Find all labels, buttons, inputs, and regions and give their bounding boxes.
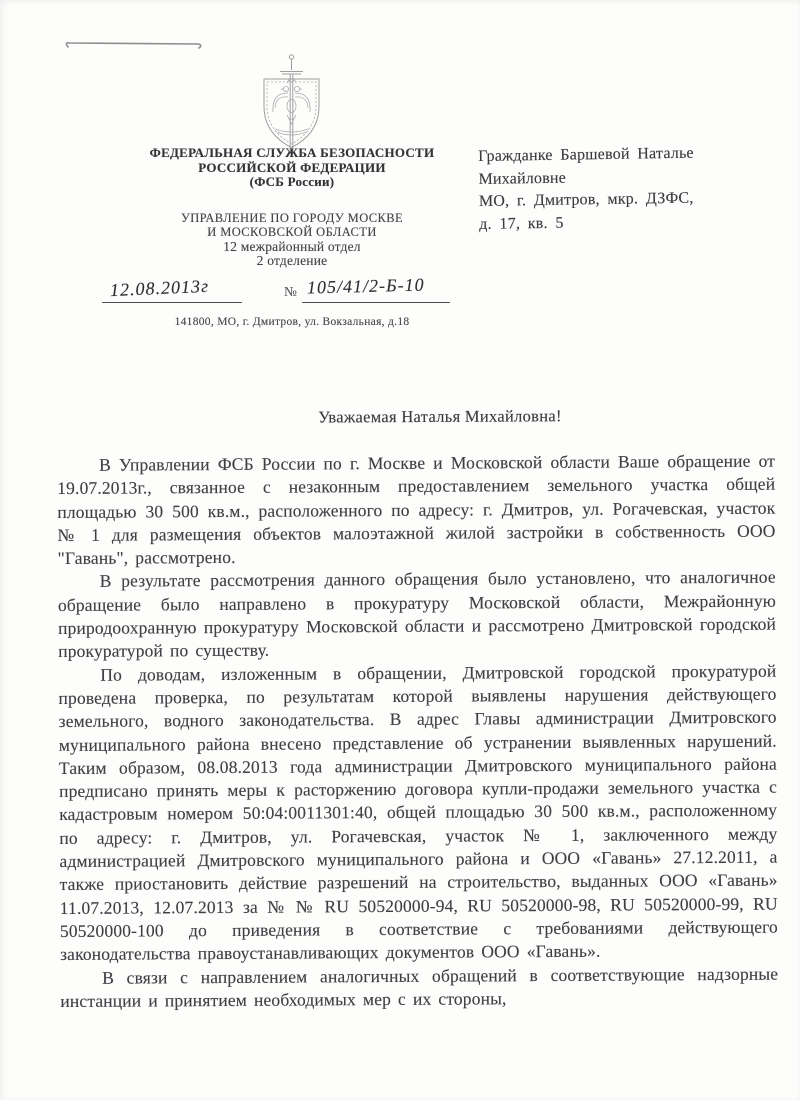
recipient-line3: МО, г. Дмитров, мкр. ДЗФС, [478,189,694,211]
dept-line1: УПРАВЛЕНИЕ ПО ГОРОДУ МОСКВЕ [180,211,404,225]
recipient-line2: Михайловне [478,169,567,188]
recipient-line4: д. 17, кв. 5 [479,214,564,233]
body-paragraph-3: По доводам, изложенным в обращении, Дмитровской городской прокуратурой проведена проверка, по результатам которой выявлены нарушения действующего земельного, водного законодательства. В адрес Главы администрации Дмитровского муниципального района внесено представление об устранении выявленных нарушений. Таким образом, 08.08.2013 года администрации Дмитровского муниципального района предписано принять меры к расторжению договора купли-продажи земельного участка с кадастровым номером 50:04:0011301:40, общей площадью 30 500 кв.м., расположенному по адресу: г. Дмитров, ул. Рогачевская, участок № 1, заключенного между администрацией Дмитровского муниципального района и ООО «Гавань» 27.12.2011, а также приостановить действие разрешений на строительство, выданных ООО «Гавань» 11.07.2013, 12.07.2013 за № № RU 50520000-94, RU 50520000-98, RU 50520000-99, RU 50520000-100 до приведения в соответствие с требованиями действующего законодательства правоустанавливающих документов ООО «Гавань». [58,660,778,965]
number-underline [302,302,450,303]
body-paragraph-1: В Управлении ФСБ России по г. Москве и Московской области Ваше обращение от 19.07.2013г., связанное с незаконным предоставлением земельного участка общей площадью 30 500 кв.м., расположенного по адресу: г. Дмитров, ул. Рогачевская, участок № 1 для размещения объектов малоэтажной жилой застройки в собственность ООО "Гавань", рассмотрено. [57,450,776,569]
handwritten-date: 12.08.2013г [109,275,210,301]
org-name-line3: (ФСБ России) [249,174,335,190]
salutation: Уважаемая Наталья Михайловна! [318,406,562,427]
number-sign: № [284,284,297,299]
dept-line4: 2 отделение [256,253,328,269]
letterhead-organization [118,146,466,190]
handwritten-number: 105/41/2-Б-10 [306,274,425,298]
pen-stroke-mark [58,34,218,56]
recipient-block [478,141,769,236]
letterhead-department [118,211,466,269]
letter-body [57,450,778,1014]
body-paragraph-4: В связи с направлением аналогичных обращений в соответствующие надзорные инстанции и принятием необходимых мер с их стороны, [60,963,779,1011]
dept-line2: И МОСКОВСКОЙ ОБЛАСТИ [207,225,377,240]
dept-line3: 12 межрайонный отдел [223,238,361,254]
date-underline [102,302,242,303]
date-number-row [100,276,470,310]
recipient-line1: Гражданке Баршевой Наталье [478,144,694,165]
letterhead-address: 141800, МО, г. Дмитров, ул. Вокзальная, д.18 [174,316,410,328]
org-name-line2: РОССИЙСКОЙ ФЕДЕРАЦИИ [198,159,386,175]
body-paragraph-2: В результате рассмотрения данного обращения было установлено, что аналогичное обращение было направлено в прокуратуру Московской области, Межрайонную природоохранную прокуратуру Московской области и рассмотрено Дмитровской городской прокуратурой по существу. [57,567,777,662]
org-name-line1: ФЕДЕРАЛЬНАЯ СЛУЖБА БЕЗОПАСНОСТИ [149,145,435,160]
fsb-crest-icon [244,52,339,157]
